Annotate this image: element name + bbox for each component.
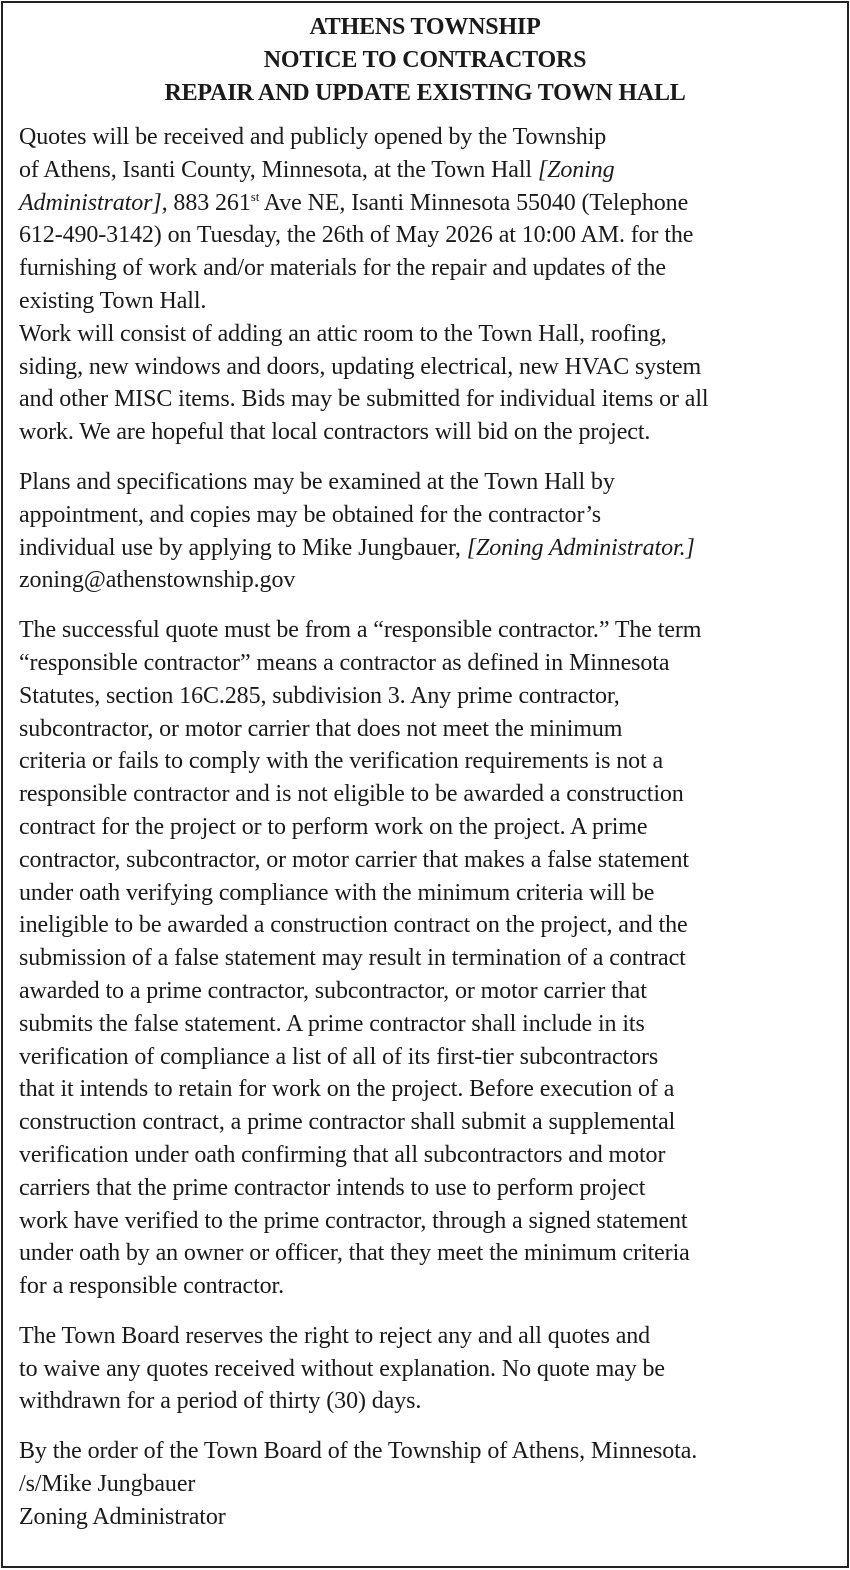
text-line: Work will consist of adding an attic room to the Town Hall, roofing, bbox=[19, 320, 667, 347]
text-line: responsible contractor and is not eligible to be awarded a construction bbox=[19, 781, 684, 808]
text-line: contract for the project or to perform work on the project. A prime bbox=[19, 813, 648, 840]
paragraph-responsible-contractor bbox=[19, 614, 831, 1303]
text-line: submits the false statement. A prime contractor shall include in its bbox=[19, 1010, 645, 1037]
text-line: under oath by an owner or officer, that they meet the minimum criteria bbox=[19, 1240, 690, 1267]
text-line: Quotes will be received and publicly opened by the Township bbox=[19, 124, 607, 150]
text-line: for a responsible contractor. bbox=[19, 1273, 285, 1300]
text-line bbox=[19, 532, 831, 565]
text-line bbox=[19, 187, 831, 220]
heading-township: ATHENS TOWNSHIP bbox=[309, 14, 541, 40]
signature: /s/Mike Jungbauer bbox=[19, 1471, 196, 1498]
signature-block bbox=[19, 1435, 831, 1533]
order-statement: By the order of the Town Board of the Township of Athens, Minnesota. bbox=[19, 1438, 698, 1465]
text-span: of Athens, Isanti County, Minnesota, at the Town Hall bbox=[19, 156, 538, 183]
text-line: verification of compliance a list of all of its first-tier subcontractors bbox=[19, 1043, 659, 1070]
text-line: and other MISC items. Bids may be submitted for individual items or all bbox=[19, 386, 709, 413]
text-line: submission of a false statement may result in termination of a contract bbox=[19, 945, 686, 972]
italic-text: [Zoning Administrator.] bbox=[466, 534, 695, 561]
text-line: Statutes, section 16C.285, subdivision 3. Any prime contractor, bbox=[19, 682, 620, 709]
text-line bbox=[19, 154, 831, 187]
text-line: withdrawn for a period of thirty (30) days. bbox=[19, 1388, 422, 1415]
text-line: Plans and specifications may be examined at the Town Hall by bbox=[19, 468, 615, 495]
ordinal-suffix: st bbox=[250, 188, 260, 204]
notice-heading bbox=[19, 11, 831, 110]
text-line: criteria or fails to comply with the verification requirements is not a bbox=[19, 748, 664, 775]
italic-text: Administrator], bbox=[19, 189, 168, 216]
text-line: contractor, subcontractor, or motor carrier that makes a false statement bbox=[19, 846, 689, 873]
address-number: 883 261 bbox=[167, 189, 251, 216]
heading-notice-title: NOTICE TO CONTRACTORS bbox=[263, 47, 587, 73]
paragraph-board-rights bbox=[19, 1320, 831, 1418]
paragraph-plans bbox=[19, 466, 831, 597]
text-line: construction contract, a prime contractor shall submit a supplemental bbox=[19, 1109, 676, 1136]
text-line: 612-490-3142) on Tuesday, the 26th of May 2026 at 10:00 AM. for the bbox=[19, 222, 694, 249]
legal-notice bbox=[1, 1, 849, 1568]
text-line: subcontractor, or motor carrier that does not meet the minimum bbox=[19, 715, 623, 742]
text-line: carriers that the prime contractor intends to use to perform project bbox=[19, 1174, 646, 1201]
paragraph-quotes bbox=[19, 121, 831, 449]
address-rest: Ave NE, Isanti Minnesota 55040 (Telephone bbox=[259, 189, 689, 216]
text-line: The Town Board reserves the right to reject any and all quotes and bbox=[19, 1322, 651, 1349]
text-line: siding, new windows and doors, updating electrical, new HVAC system bbox=[19, 353, 702, 380]
text-line: existing Town Hall. bbox=[19, 287, 207, 314]
text-line: appointment, and copies may be obtained for the contractor’s bbox=[19, 501, 602, 528]
notice-body bbox=[19, 121, 831, 1534]
signatory-title: Zoning Administrator bbox=[19, 1503, 226, 1530]
text-line: The successful quote must be from a “responsible contractor.” The term bbox=[19, 617, 702, 644]
text-line: verification under oath confirming that all subcontractors and motor bbox=[19, 1141, 666, 1168]
text-line: “responsible contractor” means a contractor as defined in Minnesota bbox=[19, 649, 670, 676]
text-line: under oath verifying compliance with the minimum criteria will be bbox=[19, 879, 655, 906]
text-line: ineligible to be awarded a construction contract on the project, and the bbox=[19, 912, 688, 939]
italic-text: [Zoning bbox=[537, 156, 615, 183]
text-line: furnishing of work and/or materials for the repair and updates of the bbox=[19, 255, 666, 282]
text-line: work. We are hopeful that local contractors will bid on the project. bbox=[19, 419, 651, 446]
heading-project-title: REPAIR AND UPDATE EXISTING TOWN HALL bbox=[164, 80, 686, 106]
text-line: work have verified to the prime contractor, through a signed statement bbox=[19, 1207, 688, 1234]
text-line: awarded to a prime contractor, subcontractor, or motor carrier that bbox=[19, 977, 647, 1004]
contact-email: zoning@athenstownship.gov bbox=[19, 567, 296, 594]
text-line: to waive any quotes received without explanation. No quote may be bbox=[19, 1355, 665, 1382]
text-line: that it intends to retain for work on the project. Before execution of a bbox=[19, 1076, 675, 1103]
text-span: individual use by applying to Mike Jungbauer, bbox=[19, 534, 467, 561]
